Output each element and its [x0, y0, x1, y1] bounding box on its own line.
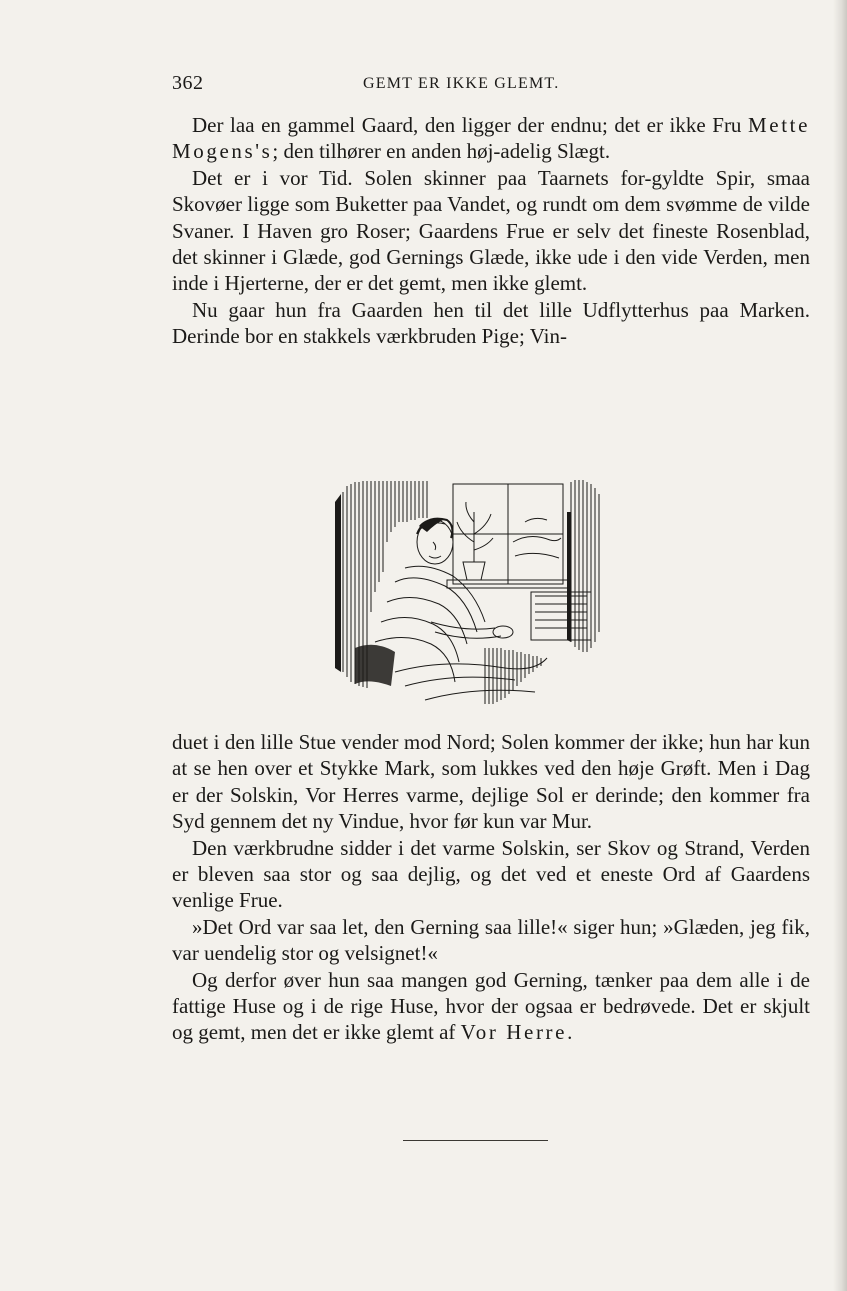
paragraph-7: Og derfor øver hun saa mangen god Gerning, tænker paa dem alle i de fattige Huse og i de rige Huse, hvor der ogsaa er bedrøvede. Det er skjult og gemt, men det er ikke glemt af Vor Herre. [172, 967, 810, 1045]
paragraph-5: Den værkbrudne sidder i det varme Solskin, ser Skov og Strand, Verden er bleven saa stor og saa dejlig, og det ved et eneste Ord af Gaardens venlige Frue. [172, 835, 810, 913]
paragraph-2: Det er i vor Tid. Solen skinner paa Taarnets for-gyldte Spir, smaa Skovøer ligge som Buketter paa Vandet, og rundt om dem svømme de vilde Svaner. I Haven gro Roser; Gaardens Frue er selv det fineste Rosenblad, det skinner i Glæde, god Gernings Glæde, ikke ude i den vide Verden, men inde i Hjerterne, der er det gemt, men ikke glemt. [172, 165, 810, 296]
paragraph-6: »Det Ord var saa let, den Gerning saa lille!« siger hun; »Glæden, jeg fik, var uendelig stor og velsignet!« [172, 914, 810, 966]
lower-text-block [172, 729, 810, 1046]
page-header [172, 72, 812, 102]
page-edge-shadow [833, 0, 847, 1291]
paragraph-3: Nu gaar hun fra Gaarden hen til det lille Udflytterhus paa Marken. Derinde bor en stakkels værkbruden Pige; Vin- [172, 297, 810, 349]
end-rule-divider [403, 1140, 548, 1141]
paragraph-1: Der laa en gammel Gaard, den ligger der endnu; det er ikke Fru Mette Mogens's; den tilhører en anden høj-adelig Slægt. [172, 113, 810, 164]
upper-text-block [172, 112, 810, 350]
engraving-illustration-icon [335, 472, 615, 712]
spaced-name-mette-mogens: Mette Mogens's [172, 113, 810, 164]
paragraph-4: duet i den lille Stue vender mod Nord; Solen kommer der ikke; hun har kun at se hen over et Stykke Mark, som lukkes ved den høje Grøft. Men i Dag er der Solskin, Vor Herres varme, dejlige Sol er derinde; den kommer fra Syd gennem det ny Vindue, hvor før kun var Mur. [172, 730, 810, 834]
spaced-name-vor-herre: Vor Herre [460, 1020, 568, 1045]
page-number: 362 [172, 72, 204, 94]
skirt-hatching [485, 648, 541, 704]
running-title: GEMT ER IKKE GLEMT. [363, 75, 560, 92]
